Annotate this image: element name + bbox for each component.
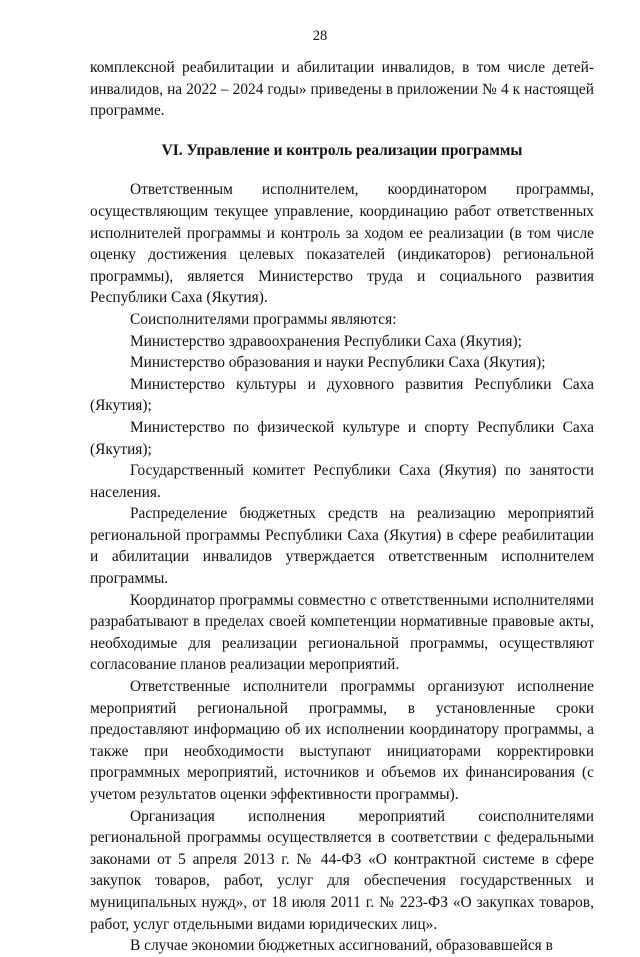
list-item-employment-committee: Государственный комитет Республики Саха (Якутия) по занятости населения.: [90, 462, 594, 501]
paragraph-procurement-laws: Организация исполнения мероприятий соисполнителями региональной программы осуществляется в соответствии с федеральными законами от 5 апреля 2013 г. № 44-ФЗ «О контрактной системе в сфере закупок товаров, работ, услуг для обеспечения государственных и муниципальных нужд», от 18 июля 2011 г. № 223-ФЗ «О закупках товаров, работ, услуг отдельными видами юридических лиц».: [90, 807, 594, 933]
paragraph-co-executors-intro: Соисполнителями программы являются:: [130, 310, 397, 328]
document-body: [90, 57, 594, 957]
list-item-sport-ministry: Министерство по физической культуре и спорту Республики Саха (Якутия);: [90, 418, 594, 458]
page-number: 28: [312, 28, 328, 44]
paragraph-executors-duties: Ответственные исполнители программы организуют исполнение мероприятий региональной программы, в установленные сроки предоставляют информацию об их исполнении координатору программы, а также при необходимости выступают инициаторами корректировки программных мероприятий, источников и объемов их финансирования (с учетом результатов оценки эффективности программы).: [90, 678, 594, 803]
section-title: VI. Управление и контроль реализации программы: [161, 141, 523, 159]
paragraph-budget-distribution: Распределение бюджетных средств на реализацию мероприятий региональной программы Республики Саха (Якутия) в сфере реабилитации и абилитации инвалидов утверждается ответственным исполнителем программы.: [90, 505, 594, 588]
paragraph-responsible-executor: Ответственным исполнителем, координатором программы, осуществляющим текущее управление, координацию работ ответственных исполнителей программы и контроль за ходом ее реализации (в том числе оценку достижения целевых показателей (индикаторов) региональной программы), является Министерство труда и социального развития Республики Саха (Якутия).: [90, 181, 594, 307]
intro-paragraph: комплексной реабилитации и абилитации инвалидов, в том числе детей-инвалидов, на 2022 – 2024 годы» приведены в приложении № 4 к настоящей программе.: [90, 59, 594, 120]
list-item-education-ministry: Министерство образования и науки Республики Саха (Якутия);: [130, 354, 546, 372]
paragraph-budget-savings: В случае экономии бюджетных ассигнований, образовавшейся в: [130, 937, 553, 955]
list-item-culture-ministry: Министерство культуры и духовного развития Республики Саха (Якутия);: [90, 375, 594, 415]
paragraph-coordinator: Координатор программы совместно с ответственными исполнителями разрабатывают в пределах своей компетенции нормативные правовые акты, необходимые для реализации региональной программы, осуществляют согласование планов реализации мероприятий.: [90, 591, 594, 674]
list-item-health-ministry: Министерство здравоохранения Республики Саха (Якутия);: [130, 332, 522, 350]
